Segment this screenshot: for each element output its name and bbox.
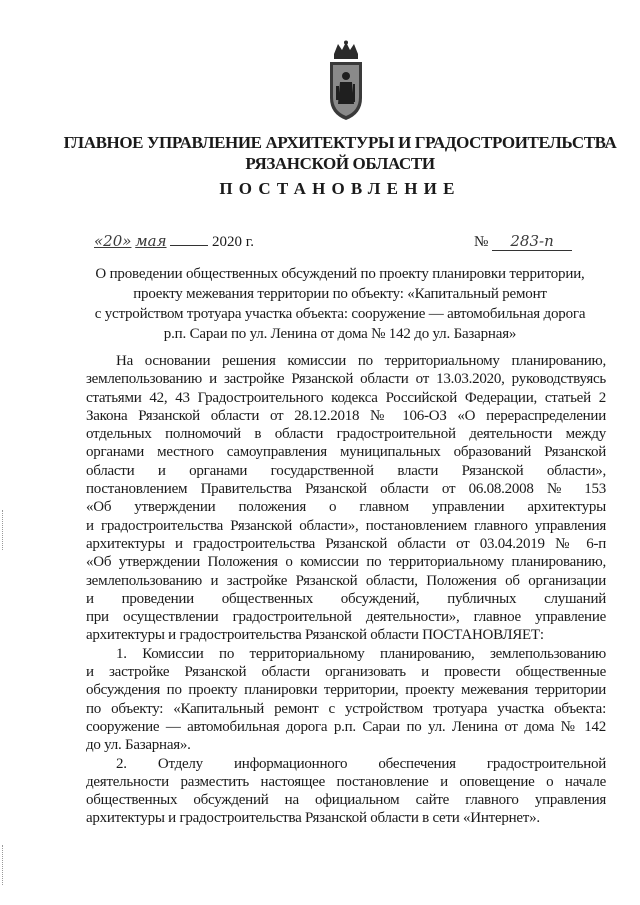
body-line: постановлением Правительства Рязанской области от 06.08.2008 № 153 bbox=[86, 481, 606, 498]
body-line: отдельных полномочий в области градостроительной деятельности между bbox=[86, 426, 606, 443]
document-date bbox=[94, 232, 254, 251]
number-prefix: № bbox=[474, 234, 489, 250]
body-line: На основании решения комиссии по территориальному планированию, bbox=[116, 353, 606, 369]
body-line: по объекту: «Капитальный ремонт с устройством тротуара участка объекта: bbox=[86, 700, 606, 717]
body-line: и застройке Рязанской области организовать и провести общественные bbox=[86, 664, 606, 681]
body-line: и проведении общественных обсуждений, публичных слушаний bbox=[86, 590, 606, 607]
date-month: мая bbox=[135, 232, 167, 250]
body-line: «Об утверждении Положения о комиссии по территориальному планированию, bbox=[86, 554, 606, 571]
body-line: «Об утверждении положения о главном управлении архитектуры bbox=[86, 499, 606, 516]
scan-margin-mark bbox=[2, 845, 6, 885]
body-line: статьями 42, 43 Градостроительного кодекса Российской Федерации, статьей 2 bbox=[86, 389, 606, 406]
date-day: «20» bbox=[94, 232, 132, 250]
number-value: 283-п bbox=[492, 232, 572, 251]
body-line: органами местного самоуправления муниципальных образований Рязанской bbox=[86, 444, 606, 461]
document-number bbox=[474, 232, 572, 251]
document-type-title: ПОСТАНОВЛЕНИЕ bbox=[219, 179, 461, 198]
scan-margin-mark bbox=[2, 510, 6, 550]
document-subject bbox=[60, 264, 620, 344]
subject-line: р.п. Сараи по ул. Ленина от дома № 142 до ул. Базарная» bbox=[163, 326, 517, 342]
body-line: землепользованию и застройке Рязанской области от 13.03.2020, руководствуясь bbox=[86, 371, 606, 388]
body-line: и градостроительства Рязанской области», постановлением главного управления bbox=[86, 517, 606, 534]
body-line: архитектуры и градостроительства Рязанской области от 03.04.2019 № 6-п bbox=[86, 535, 606, 552]
subject-line: с устройством тротуара участка объекта: сооружение — автомобильная дорога bbox=[94, 306, 586, 322]
body-line: 1. Комиссии по территориальному планированию, землепользованию bbox=[116, 645, 606, 662]
body-line: 2. Отделу информационного обеспечения градостроительной bbox=[116, 755, 606, 772]
body-line: области и органами государственной власти Рязанской области», bbox=[86, 462, 606, 479]
body-line: до ул. Базарная». bbox=[86, 737, 191, 754]
organization-name-line2: РЯЗАНСКОЙ ОБЛАСТИ bbox=[245, 154, 435, 173]
body-line: землепользованию и застройке Рязанской области, Положения об организации bbox=[86, 572, 606, 589]
document-body bbox=[86, 352, 606, 828]
body-line: деятельности разместить настоящее постановление и оповещение о начале bbox=[86, 773, 606, 790]
body-line: архитектуры и градостроительства Рязанской области в сети «Интернет». bbox=[86, 810, 540, 827]
body-line: общественных обсуждений на официальном сайте главного управления bbox=[86, 792, 606, 809]
date-year: 2020 г. bbox=[212, 234, 254, 250]
body-line: Закона Рязанской области от 28.12.2018 № 106-ОЗ «О перераспределении bbox=[86, 407, 606, 424]
body-line: сооружение — автомобильная дорога р.п. Сараи по ул. Ленина от дома № 142 bbox=[86, 718, 606, 735]
body-line: при осуществлении градостроительной деятельности», главное управление bbox=[86, 609, 606, 626]
coat-of-arms-icon bbox=[326, 40, 366, 122]
organization-name-line1: ГЛАВНОЕ УПРАВЛЕНИЕ АРХИТЕКТУРЫ И ГРАДОСТРОИТЕЛЬСТВА bbox=[63, 133, 617, 152]
body-line: архитектуры и градостроительства Рязанской области ПОСТАНОВЛЯЕТ: bbox=[86, 627, 544, 644]
body-line: обсуждения по проекту планировки территории, проекту межевания территории bbox=[86, 682, 606, 699]
subject-line: О проведении общественных обсуждений по проекту планировки территории, bbox=[95, 266, 585, 282]
subject-line: проекту межевания территории по объекту: «Капитальный ремонт bbox=[133, 286, 547, 302]
